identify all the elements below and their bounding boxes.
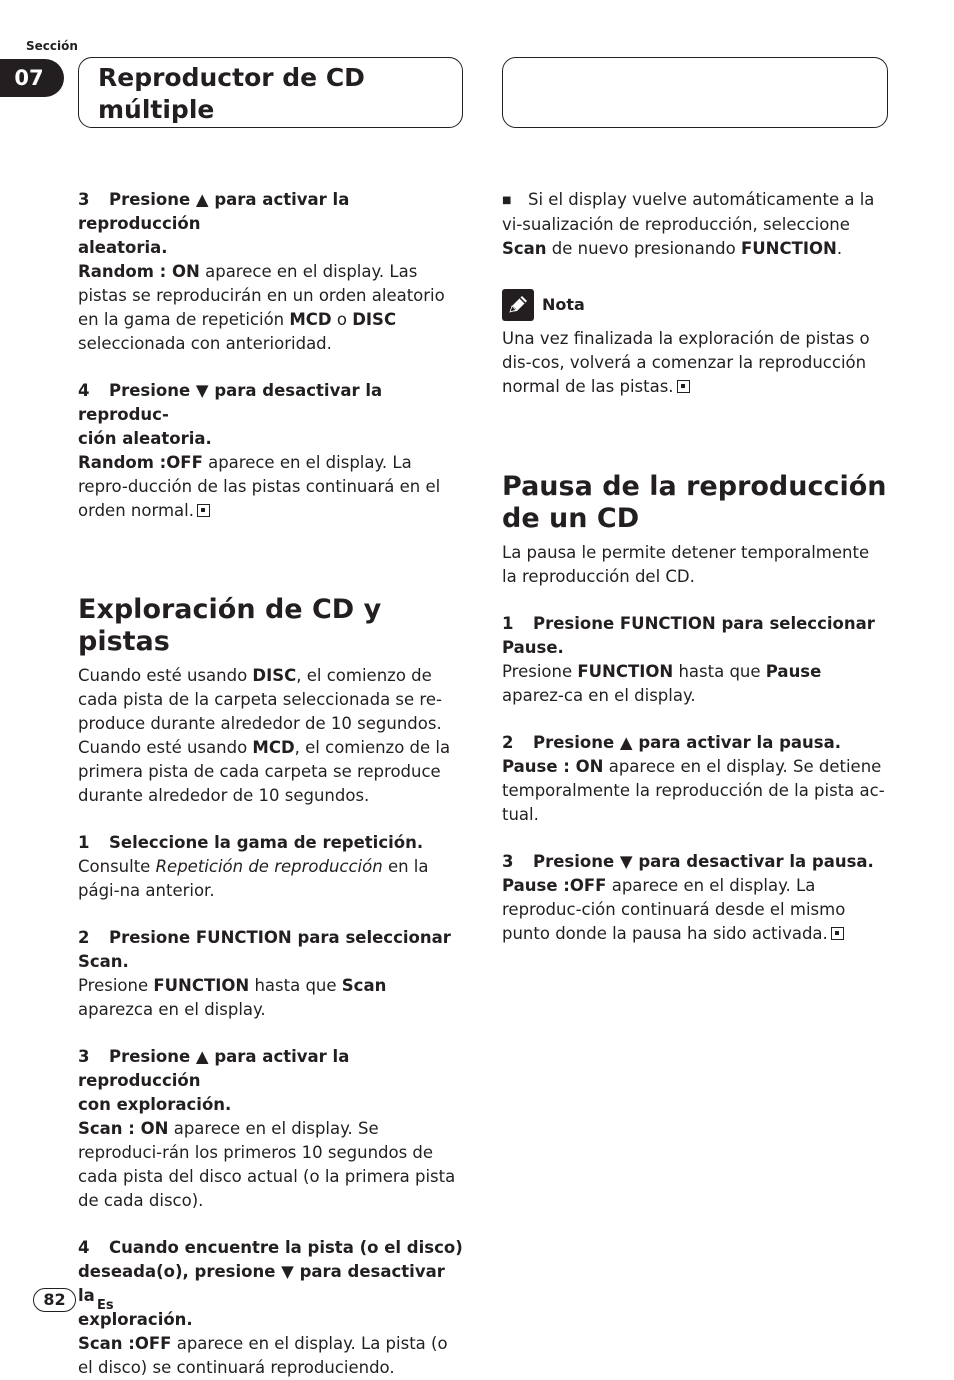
end-square-icon — [677, 380, 690, 393]
right-column — [502, 188, 888, 946]
step-scan-on — [78, 1045, 464, 1117]
step-body — [502, 660, 888, 708]
body-text: hasta que — [673, 662, 766, 681]
step-number: 3 — [78, 1047, 90, 1066]
section-heading-scan: Exploración de CD y pistas — [78, 594, 382, 657]
display-text: Scan :OFF — [78, 1334, 172, 1353]
chapter-title-line2: múltiple — [98, 95, 215, 124]
button-text: FUNCTION — [153, 976, 250, 995]
square-bullet-icon: ■ — [502, 195, 512, 206]
step-number: 1 — [78, 833, 90, 852]
body-text: aparece en el display. Se reproduci-rán los primeros 10 segundos de cada pista del disco actual (o la primera pista de cada disco). — [78, 1119, 456, 1210]
end-square-icon — [831, 927, 844, 940]
body-text: o — [331, 310, 353, 329]
step-select-scan — [78, 926, 464, 974]
language-code: Es — [97, 1298, 114, 1313]
display-text: Random : ON — [78, 262, 200, 281]
step-body — [78, 1117, 464, 1213]
step-title: Presione ▲ para activar la reproducción — [78, 190, 350, 233]
body-text: de nuevo presionando — [546, 239, 741, 258]
heading-line: de un CD — [502, 503, 640, 534]
body-text: aparece en el display. Las pistas se reproducirán en un orden aleatorio en la gama de repetición — [78, 262, 445, 329]
step-body — [78, 974, 464, 1022]
step-title: Seleccione la gama de repetición. — [109, 833, 424, 852]
display-text: Random :OFF — [78, 453, 203, 472]
body-text: Presione — [78, 976, 154, 995]
body-text: . — [836, 239, 843, 258]
step-title: Presione ▼ para desactivar la reproduc- — [78, 381, 383, 424]
step-body — [78, 1332, 464, 1380]
page-number: 82 — [33, 1288, 76, 1312]
step-body — [78, 451, 464, 523]
step-number: 3 — [78, 190, 90, 209]
chapter-title-line1: Reproductor de CD — [98, 63, 365, 92]
step-number: 2 — [502, 733, 514, 752]
display-text: Scan — [502, 239, 547, 258]
step-pause-off — [502, 850, 888, 874]
button-text: FUNCTION — [577, 662, 674, 681]
step-scan-off — [78, 1236, 464, 1332]
step-number: 4 — [78, 381, 90, 400]
display-text: Pause :OFF — [502, 876, 607, 895]
end-square-icon — [197, 504, 210, 517]
step-body — [502, 755, 888, 827]
step-pause-on — [502, 731, 888, 755]
step-select-pause — [502, 612, 888, 660]
note-header — [502, 289, 888, 321]
button-text: FUNCTION — [741, 239, 837, 258]
step-number: 3 — [502, 852, 514, 871]
mode-text: MCD — [289, 310, 332, 329]
body-text: aparece en el display. Se detiene temporalmente la reproducción de la pista ac-tual. — [502, 757, 885, 824]
section-number-tab: 07 — [0, 59, 64, 97]
step-select-range — [78, 831, 464, 855]
mode-text: MCD — [252, 738, 295, 757]
step-title-cont: Scan. — [78, 952, 129, 971]
scan-intro — [78, 664, 464, 808]
step-number: 2 — [78, 928, 90, 947]
body-text: aparece en el display. La pista (o el disco) se continuará reproduciendo. — [78, 1334, 448, 1377]
note-body — [502, 327, 888, 399]
step-title-cont: deseada(o), presione ▼ para desactivar la — [78, 1262, 445, 1305]
body-text: seleccionada con anterioridad. — [78, 334, 332, 353]
body-text: hasta que — [249, 976, 342, 995]
step-title: Presione FUNCTION para seleccionar — [109, 928, 451, 947]
display-text: Pause : ON — [502, 757, 604, 776]
body-text: , el comienzo de cada pista de la carpeta seleccionada se re-produce durante alrededor de 10 segundos. Cuando esté usando — [78, 666, 442, 757]
display-text: Scan — [341, 976, 387, 995]
body-text: aparezca en el display. — [78, 1000, 266, 1019]
left-column — [78, 188, 464, 1380]
body-text: aparece en el display. La reproduc-ción continuará desde el mismo punto donde la pausa ha sido activada. — [502, 876, 846, 943]
step-title: Cuando encuentre la pista (o el disco) — [109, 1238, 463, 1257]
body-text: Presione — [502, 662, 578, 681]
step-title-cont: exploración. — [78, 1310, 193, 1329]
body-text: Consulte — [78, 857, 156, 876]
section-label: Sección — [26, 39, 78, 53]
step-title-cont: Pause. — [502, 638, 564, 657]
body-text: Cuando esté usando — [78, 666, 253, 685]
step-body — [502, 874, 888, 946]
section-heading-pause — [502, 471, 888, 535]
body-text: en la pági-na anterior. — [78, 857, 429, 900]
step-title: Presione FUNCTION para seleccionar — [533, 614, 875, 633]
step-number: 1 — [502, 614, 514, 633]
cross-reference: Repetición de reproducción — [155, 857, 383, 876]
step-title: Presione ▲ para activar la reproducción — [78, 1047, 350, 1090]
note-title: Nota — [542, 295, 585, 314]
heading-line: Pausa de la reproducción — [502, 471, 887, 502]
pencil-note-icon — [502, 289, 534, 321]
mode-text: DISC — [352, 310, 397, 329]
step-body — [78, 260, 464, 356]
body-text: aparece en el display. La repro-ducción de las pistas continuará en el orden normal. — [78, 453, 441, 520]
pause-intro: La pausa le permite detener temporalmente la reproducción del CD. — [502, 543, 870, 586]
body-text: Si el display vuelve automáticamente a la vi-sualización de reproducción, seleccione — [502, 190, 875, 234]
step-body — [78, 855, 464, 903]
display-text: Scan : ON — [78, 1119, 169, 1138]
step-random-on — [78, 188, 464, 260]
body-text: Una vez finalizada la exploración de pistas o dis-cos, volverá a comenzar la reproducción normal de las pistas. — [502, 329, 870, 396]
mode-text: DISC — [252, 666, 297, 685]
step-number: 4 — [78, 1238, 90, 1257]
step-title-cont: con exploración. — [78, 1095, 232, 1114]
step-title: Presione ▲ para activar la pausa. — [533, 733, 841, 752]
step-title-cont: aleatoria. — [78, 238, 168, 257]
header-empty-box — [502, 57, 888, 128]
body-text: aparez-ca en el display. — [502, 686, 696, 705]
body-text: , el comienzo de la primera pista de cada carpeta se reproduce durante alrededor de 10 segundos. — [78, 738, 451, 805]
bullet-item — [502, 188, 888, 261]
display-text: Pause — [765, 662, 822, 681]
step-title-cont: ción aleatoria. — [78, 429, 212, 448]
step-title: Presione ▼ para desactivar la pausa. — [533, 852, 874, 871]
step-random-off — [78, 379, 464, 451]
chapter-title — [78, 57, 463, 128]
